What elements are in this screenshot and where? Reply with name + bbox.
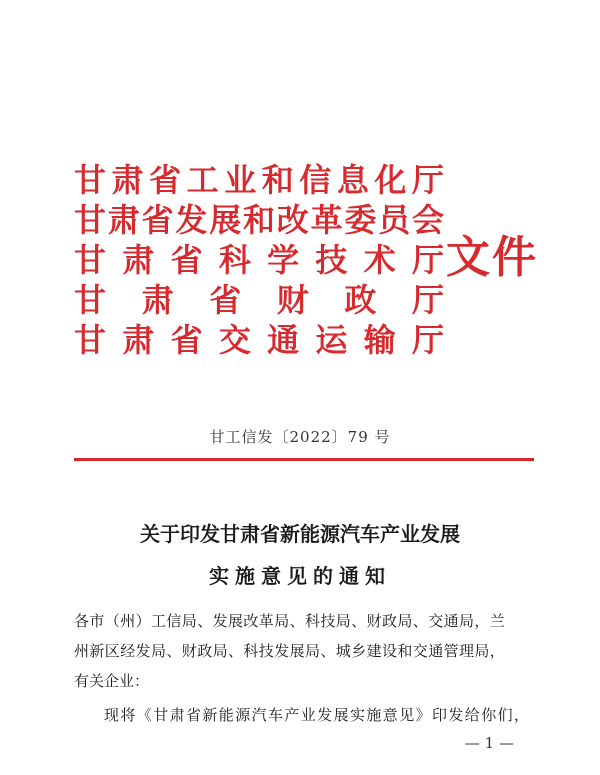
issuer-char: 甘 <box>74 241 107 279</box>
issuer-char: 和 <box>261 161 294 199</box>
issuer-char: 会 <box>411 201 444 239</box>
recipients-line-1: 各市（州）工信局、发展改革局、科技局、财政局、交通局，兰 <box>74 612 506 630</box>
issuer-char: 甘 <box>74 281 107 319</box>
issuer-char: 委 <box>344 201 377 239</box>
issuer-char: 工 <box>186 161 219 199</box>
issuer-char: 财 <box>276 281 309 319</box>
issuer-line <box>74 280 444 320</box>
issuer-char: 员 <box>378 201 411 239</box>
issuer-char: 甘 <box>74 201 107 239</box>
issuer-char: 运 <box>315 321 348 359</box>
issuer-char: 厅 <box>411 241 444 279</box>
red-separator-line <box>74 458 534 461</box>
issuer-char: 改 <box>276 201 309 239</box>
issuing-authorities <box>74 160 444 360</box>
issuer-char: 厅 <box>411 321 444 359</box>
issuer-char: 信 <box>299 161 332 199</box>
issuer-char: 厅 <box>411 161 444 199</box>
issuer-char: 政 <box>344 281 377 319</box>
issuer-char: 革 <box>310 201 343 239</box>
issuer-char: 息 <box>336 161 369 199</box>
issuer-line <box>74 200 444 240</box>
issuer-char: 业 <box>224 161 257 199</box>
issuer-line <box>74 320 444 360</box>
issuer-char: 甘 <box>74 161 107 199</box>
issuer-char: 省 <box>149 161 182 199</box>
issuer-char: 发 <box>175 201 208 239</box>
issuer-char: 展 <box>209 201 242 239</box>
issuer-char: 和 <box>242 201 275 239</box>
issuer-char: 交 <box>218 321 251 359</box>
body-text-line-1: 现将《甘肃省新能源汽车产业发展实施意见》印发给你们， <box>104 706 531 724</box>
issuer-char: 科 <box>218 241 251 279</box>
issuer-char: 输 <box>363 321 396 359</box>
issuer-char: 厅 <box>411 281 444 319</box>
issuer-line <box>74 160 444 200</box>
issuer-char: 省 <box>141 201 174 239</box>
document-type-label: 文件 <box>446 232 538 283</box>
issuer-char: 肃 <box>141 281 174 319</box>
recipients-line-2: 州新区经发局、财政局、科技发展局、城乡建设和交通管理局， <box>74 642 506 660</box>
issuer-char: 省 <box>209 281 242 319</box>
issuer-char: 甘 <box>74 321 107 359</box>
issuer-char: 化 <box>374 161 407 199</box>
issuer-char: 省 <box>170 241 203 279</box>
issuer-char: 学 <box>267 241 300 279</box>
issuer-char: 省 <box>170 321 203 359</box>
document-title-line-1: 关于印发甘肃省新能源汽车产业发展 <box>140 522 460 546</box>
issuer-char: 肃 <box>107 201 140 239</box>
issuer-char: 通 <box>267 321 300 359</box>
issuer-char: 肃 <box>122 241 155 279</box>
issuer-char: 术 <box>363 241 396 279</box>
page-number: — 1 — <box>464 734 514 752</box>
document-number: 甘工信发〔2022〕79 号 <box>209 428 391 446</box>
recipients-line-3: 有关企业： <box>74 672 150 690</box>
document-title-line-2: 实施意见的通知 <box>209 564 391 588</box>
issuer-char: 肃 <box>111 161 144 199</box>
issuer-char: 肃 <box>122 321 155 359</box>
issuer-char: 技 <box>315 241 348 279</box>
issuer-line <box>74 240 444 280</box>
